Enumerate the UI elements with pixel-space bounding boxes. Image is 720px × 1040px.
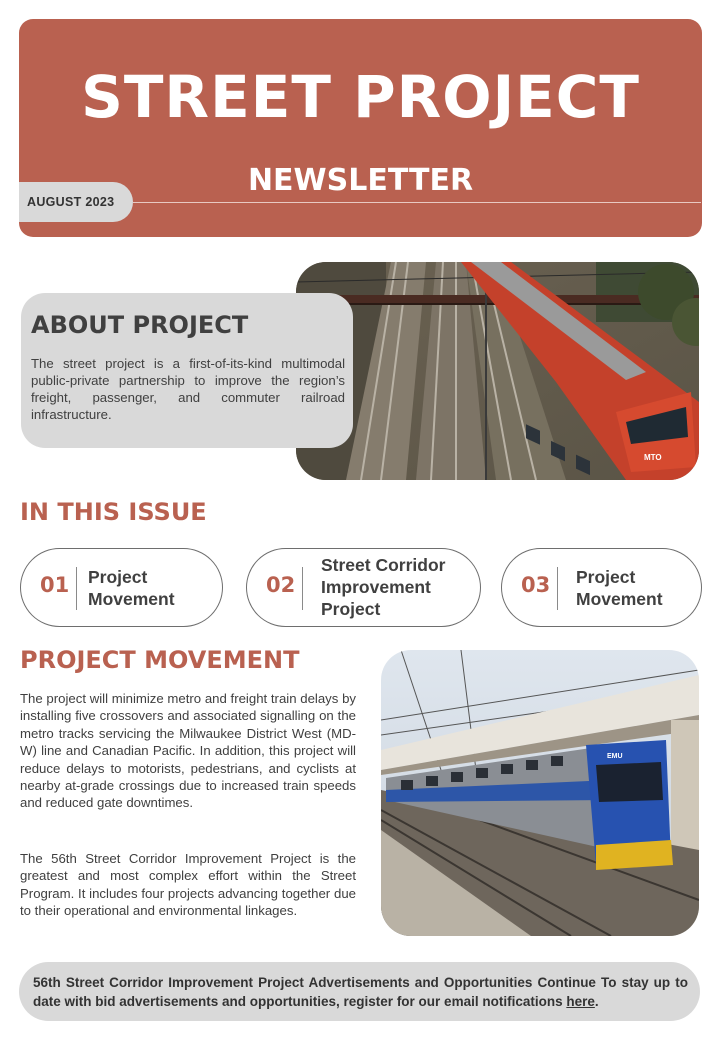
issue-label	[576, 566, 663, 610]
project-movement-paragraph-2: The 56th Street Corridor Improvement Project is the greatest and most complex effort within the Street Program. It includes four projects advancing together due to their operational and environmental linkages.	[20, 851, 356, 919]
header-divider	[133, 202, 701, 203]
project-movement-heading: PROJECT MOVEMENT	[20, 646, 300, 674]
issue-number: 01	[40, 573, 70, 597]
about-heading: ABOUT PROJECT	[31, 311, 249, 339]
issue-label	[321, 554, 445, 620]
footer-banner	[19, 962, 700, 1021]
email-signup-link[interactable]: here	[566, 994, 595, 1009]
issue-item-2[interactable]	[246, 548, 481, 627]
rail-yard-photo	[296, 262, 699, 480]
issue-number: 02	[266, 573, 296, 597]
issue-item-1[interactable]	[20, 548, 223, 627]
issue-label-line: Improvement	[321, 577, 431, 597]
newsletter-header	[19, 19, 702, 237]
issue-divider	[557, 567, 558, 610]
issue-number: 03	[521, 573, 551, 597]
footer-text	[33, 973, 688, 1011]
footer-period: .	[594, 994, 599, 1009]
issue-label-line: Project	[576, 567, 636, 587]
newsletter-subtitle: NEWSLETTER	[247, 163, 474, 198]
issue-label-line: Movement	[88, 589, 175, 609]
about-text: The street project is a first-of-its-kind multimodal public-private partnership to improve the region’s freight, passenger, and commuter railroad infrastructure.	[31, 356, 345, 422]
footer-message: 56th Street Corridor Improvement Project Advertisements and Opportunities Continue To stay up to date with bid advertisements and opportunities, register for our email notifications	[33, 975, 688, 1009]
about-project-card	[21, 293, 353, 448]
issue-label-line: Project	[321, 599, 381, 619]
issue-label-line: Movement	[576, 589, 663, 609]
issue-divider	[302, 567, 303, 610]
blue-train-photo	[381, 650, 699, 936]
issue-label-line: Street Corridor	[321, 555, 446, 575]
issue-divider	[76, 567, 77, 610]
in-this-issue-heading: IN THIS ISSUE	[20, 498, 207, 526]
issue-label-line: Project	[88, 567, 148, 587]
issue-date-badge: AUGUST 2023	[19, 182, 133, 222]
project-movement-paragraph-1: The project will minimize metro and freight train delays by installing five crossovers and associated signalling on the metro tracks servicing the Milwaukee District West (MD-W) line and Canadian Pacific. In addition, this project will reduce delays to motorists, pedestrians, and cyclists at nearby at-grade crossings due to increased train speeds and reduced gate downtimes.	[20, 691, 356, 811]
issue-label	[88, 566, 175, 610]
newsletter-title: STREET PROJECT	[81, 63, 640, 131]
train-logo-text: MTO	[644, 453, 662, 462]
train-number-text: EMU	[607, 753, 623, 760]
issue-item-3[interactable]	[501, 548, 702, 627]
